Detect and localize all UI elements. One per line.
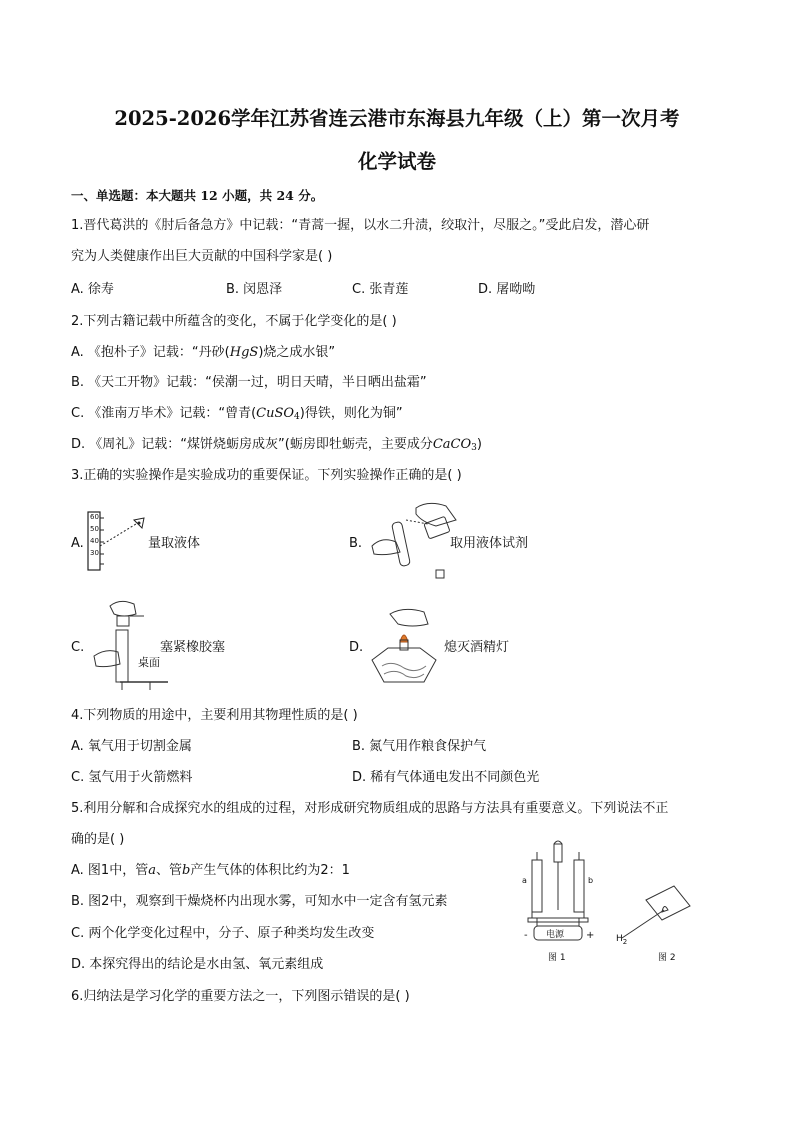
q1-option-b: B. 闵恩泽 (226, 282, 283, 297)
q3-option-b-letter: B. (349, 536, 363, 551)
hydrogen-label: $H_2$ (616, 934, 628, 946)
q5-option-c: C. 两个化学变化过程中，分子、原子种类均发生改变 (71, 926, 375, 941)
q3-option-d-letter: D. (349, 640, 364, 655)
exam-title-line2: 化学试卷 (357, 150, 436, 173)
q5-stem-line1: 5.利用分解和合成探究水的组成的过程，对形成研究物质组成的思路与方法具有重要意义。下列说法不正 (71, 801, 669, 816)
q1-option-c: C. 张青莲 (352, 282, 409, 297)
q1-stem-line1: 1.晋代葛洪的《肘后备急方》中记载：“青蒿一握，以水二升渍，绞取汁，尽服之。”受此启发，潜心研 (71, 218, 650, 233)
q4-stem: 4.下列物质的用途中，主要利用其物理性质的是( ) (71, 708, 358, 723)
tube-b-label: b (588, 876, 594, 885)
q1-option-a: A. 徐寿 (71, 282, 114, 297)
power-source-label: 电源 (546, 930, 565, 940)
q3-stem: 3.正确的实验操作是实验成功的重要保证。下列实验操作正确的是( ) (71, 468, 462, 483)
electrolysis-figure (516, 840, 606, 948)
stopper-figure (90, 596, 170, 692)
q3-option-d-label: 熄灭酒精灯 (444, 640, 510, 655)
q2-option-d: D. 《周礼》记载：“煤饼烧蛎房成灰”(蛎房即牡蛎壳，主要成分CaCO$_3$) (71, 437, 482, 453)
q5-option-a: A. 图1中，管a、管b产生气体的体积比约为2：1 (71, 863, 350, 878)
q4-option-c: C. 氢气用于火箭燃料 (71, 770, 193, 785)
tube-a-label: a (522, 876, 527, 885)
figure2-caption: 图 2 (658, 953, 676, 963)
minus-sign: - (524, 930, 528, 941)
q1-stem-line2: 究为人类健康作出巨大贡献的中国科学家是( ) (71, 249, 333, 264)
q5-stem-line2: 确的是( ) (71, 832, 125, 847)
q4-option-a: A. 氧气用于切割金属 (71, 739, 192, 754)
q2-option-c: C. 《淮南万毕术》记载：“曾青(CuSO$_4$)得铁，则化为铜” (71, 406, 403, 422)
plus-sign: + (586, 930, 595, 941)
q2-stem: 2.下列古籍记载中所蕴含的变化，不属于化学变化的是( ) (71, 314, 397, 329)
q3-option-c-label: 塞紧橡胶塞 (160, 640, 226, 655)
q4-option-d: D. 稀有气体通电发出不同颜色光 (352, 770, 540, 785)
q6-stem: 6.归纳法是学习化学的重要方法之一，下列图示错误的是( ) (71, 989, 410, 1004)
desk-label: 桌面 (138, 656, 160, 669)
q5-option-d: D. 本探究得出的结论是水由氢、氧元素组成 (71, 957, 324, 972)
q3-option-a-letter: A. (71, 536, 84, 551)
q1-option-d: D. 屠呦呦 (478, 282, 536, 297)
section-heading: 一、单选题：本大题共 12 小题，共 24 分。 (71, 188, 324, 203)
pouring-liquid-figure (366, 500, 462, 584)
alcohol-lamp-figure (364, 604, 444, 690)
q5-option-b: B. 图2中，观察到干燥烧杯内出现水雾，可知水中一定含有氢元素 (71, 894, 448, 909)
q3-option-a-label: 量取液体 (148, 536, 201, 551)
q3-option-c-letter: C. (71, 640, 85, 655)
q2-option-a: A. 《抱朴子》记载：“丹砂(HgS)烧之成水银” (71, 345, 336, 360)
q4-option-b: B. 氮气用作粮食保护气 (352, 739, 487, 754)
graduated-cylinder-figure: 60 50 40 30 (86, 510, 148, 574)
hydrogen-burning-figure (616, 880, 696, 944)
exam-title-line1: 2025-2026学年江苏省连云港市东海县九年级（上）第一次月考 (114, 107, 680, 130)
q3-option-b-label: 取用液体试剂 (450, 536, 529, 551)
q2-option-b: B. 《天工开物》记载：“侯潮一过，明日天晴，半日晒出盐霜” (71, 375, 427, 390)
figure1-caption: 图 1 (548, 953, 566, 963)
